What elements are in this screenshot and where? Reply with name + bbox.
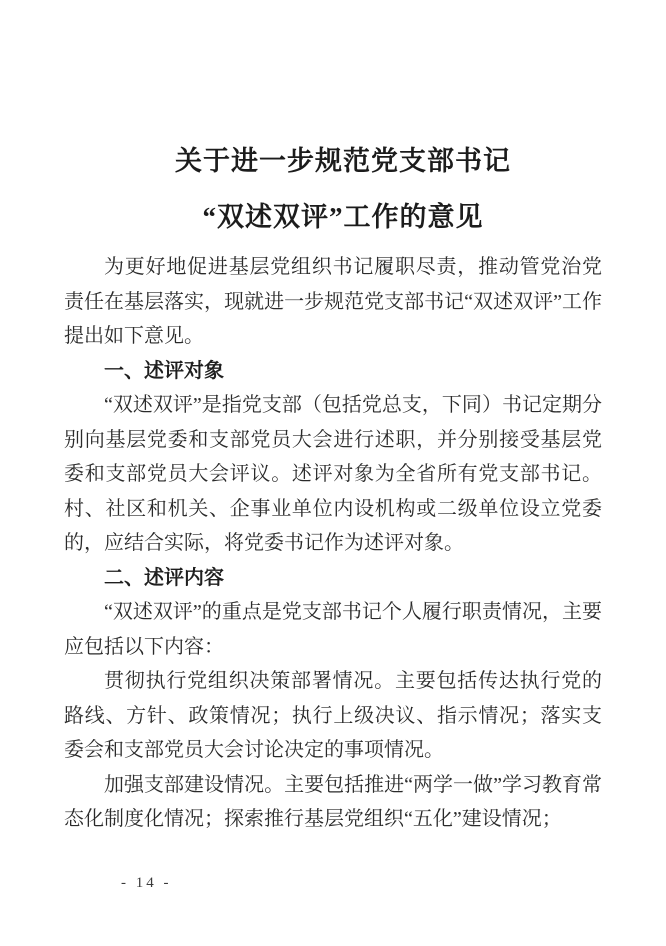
paragraph-content-item-1: 贯彻执行党组织决策部署情况。主要包括传达执行党的路线、方针、政策情况；执行上级决议、指示情况；落实支委会和支部党员大会讨论决定的事项情况。 — [64, 670, 602, 761]
paragraph-review-targets: “双述双评”是指党支部（包括党总支，下同）书记定期分别向基层党委和支部党员大会进行述职，并分别接受基层党委和支部党员大会评议。述评对象为全省所有党支部书记。村、社区和机关、企事业单位内设机构或二级单位设立党委的，应结合实际，将党委书记作为述评对象。 — [64, 394, 602, 554]
paragraph-content-item-2: 加强支部建设情况。主要包括推进“两学一做”学习教育常态化制度化情况；探索推行基层党组织“五化”建设情况； — [64, 773, 602, 830]
paragraph-intro: 为更好地促进基层党组织书记履职尽责，推动管党治党责任在基层落实，现就进一步规范党支部书记“双述双评”工作提出如下意见。 — [64, 256, 602, 347]
document-title-line-2: “双述双评”工作的意见 — [202, 202, 484, 232]
document-title — [20, 133, 666, 245]
section-heading-2: 二、述评内容 — [104, 566, 224, 589]
document-body — [64, 250, 602, 837]
paragraph-review-content-intro: “双述双评”的重点是党支部书记个人履行职责情况，主要应包括以下内容： — [64, 601, 602, 658]
document-title-line-1: 关于进一步规范党支部书记 — [175, 146, 511, 176]
page-number: - 14 - — [121, 875, 172, 891]
section-heading-1: 一、述评对象 — [104, 359, 224, 382]
